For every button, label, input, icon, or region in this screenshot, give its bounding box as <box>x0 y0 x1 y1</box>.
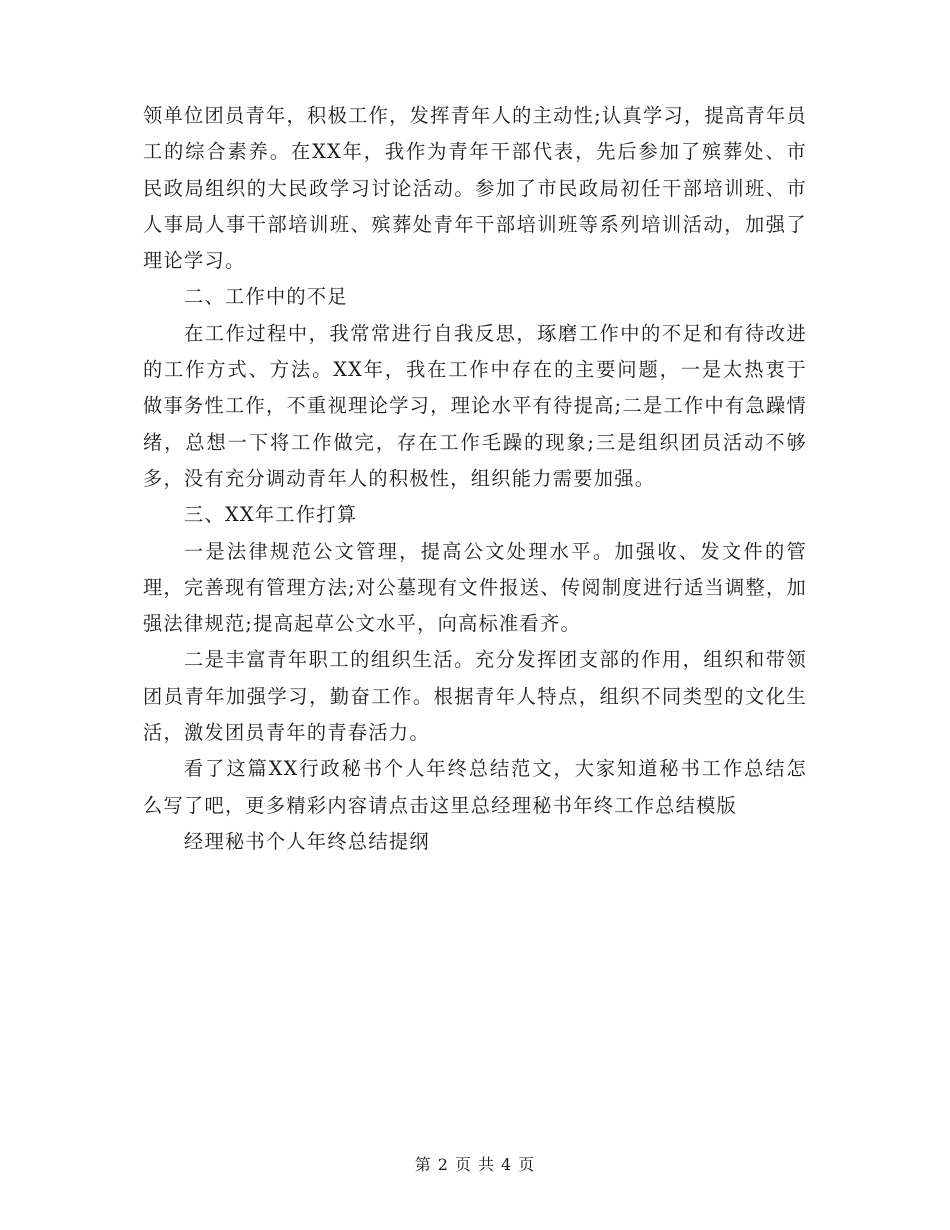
footer-page-number: 2 <box>437 1155 449 1174</box>
footer-total-pages: 4 <box>501 1155 513 1174</box>
footer-prefix: 第 <box>414 1155 432 1174</box>
paragraph-continuation: 领单位团员青年，积极工作，发挥青年人的主动性;认真学习，提高青年员工的综合素养。在XX年，我作为青年干部代表，先后参加了殡葬处、市民政局组织的大民政学习讨论活动。参加了市民政局初任干部培训班、市人事局人事干部培训班、殡葬处青年干部培训班等系列培训活动，加强了理论学习。 <box>143 104 807 273</box>
paragraph-outline-link: 经理秘书个人年终总结提纲 <box>184 829 430 853</box>
section-heading-plans: 三、XX年工作打算 <box>184 503 358 527</box>
footer-suffix: 页 <box>518 1155 536 1174</box>
footer-middle: 页 共 <box>454 1155 496 1174</box>
paragraph-closing-note: 看了这篇XX行政秘书个人年终总结范文，大家知道秘书工作总结怎么写了吧，更多精彩内容请点击这里总经理秘书年终工作总结模版 <box>143 757 807 817</box>
paragraph-plan-two: 二是丰富青年职工的组织生活。充分发挥团支部的作用，组织和带领团员青年加强学习，勤奋工作。根据青年人特点，组织不同类型的文化生活，激发团员青年的青春活力。 <box>143 648 807 745</box>
paragraph-shortcomings: 在工作过程中，我常常进行自我反思，琢磨工作中的不足和有待改进的工作方式、方法。XX年，我在工作中存在的主要问题，一是太热衷于做事务性工作，不重视理论学习，理论水平有待提高;二是工作中有急躁情绪，总想一下将工作做完，存在工作毛躁的现象;三是组织团员活动不够多，没有充分调动青年人的积极性，组织能力需要加强。 <box>143 321 807 490</box>
document-body <box>143 98 807 860</box>
section-heading-shortcomings: 二、工作中的不足 <box>184 285 348 309</box>
page-footer <box>0 1152 950 1175</box>
paragraph-plan-one: 一是法律规范公文管理，提高公文处理水平。加强收、发文件的管理，完善现有管理方法;对公墓现有文件报送、传阅制度进行适当调整，加强法律规范;提高起草公文水平，向高标准看齐。 <box>143 539 807 636</box>
